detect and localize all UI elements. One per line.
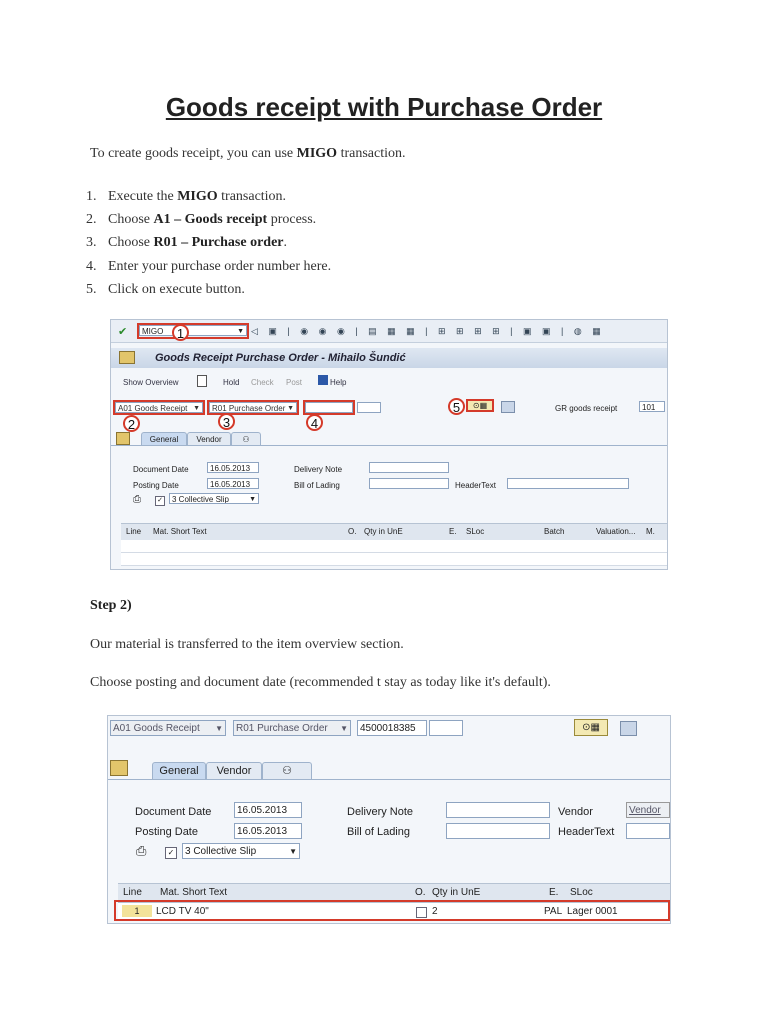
screen-title: Goods Receipt Purchase Order - Mihailo Šundić [155, 352, 406, 364]
tab-vendor[interactable]: Vendor [206, 762, 262, 780]
column-mat-short-text: Mat. Short Text [160, 887, 228, 898]
check-icon[interactable]: ✔ [118, 326, 128, 338]
command-field[interactable]: MIGO ▼ [139, 325, 247, 336]
print-version-select[interactable]: 3 Collective Slip ▼ [169, 493, 259, 504]
step-item-4: 4. Enter your purchase order number here. [86, 259, 332, 274]
screenshot-migo-initial [110, 319, 668, 570]
vendor-link[interactable]: Vendor [626, 802, 670, 818]
execute-button[interactable]: ⊙▦ [466, 399, 494, 412]
column-e: E. [549, 887, 559, 898]
screenshot-migo-items [107, 715, 671, 924]
posting-date-label: Posting Date [133, 481, 179, 490]
step2-paragraph-1: Our material is transferred to the item overview section. [90, 637, 404, 652]
document-date-input[interactable]: 16.05.2013 [207, 462, 259, 473]
column-o: O. [348, 527, 357, 536]
column-mat-short-text: Mat. Short Text [153, 527, 207, 536]
row-unit: PAL [544, 906, 563, 917]
print-checkbox[interactable]: ✓ [155, 496, 165, 506]
highlight-reference [207, 400, 299, 415]
highlight-item-row [114, 900, 670, 921]
marker-4: 4 [306, 414, 323, 431]
step2-paragraph-2: Choose posting and document date (recommended t stay as today like it's default). [90, 675, 551, 690]
column-o: O. [415, 887, 426, 898]
marker-1: 1 [172, 324, 189, 341]
folder-icon [119, 351, 135, 364]
column-qty: Qty in UnE [364, 527, 403, 536]
highlight-action [113, 400, 205, 415]
step-item-2: 2. Choose A1 – Goods receipt process. [86, 212, 317, 227]
delivery-note-label: Delivery Note [294, 465, 343, 474]
binoculars-icon: ⚇ [242, 435, 250, 444]
action-select[interactable]: A01 Goods Receipt ▼ [110, 720, 226, 736]
bill-of-lading-label: Bill of Lading [294, 481, 340, 490]
row-material-text: LCD TV 40" [156, 906, 209, 917]
vendor-label: Vendor [558, 806, 593, 818]
table-row[interactable] [121, 553, 667, 566]
post-button[interactable]: Post [286, 378, 303, 387]
column-batch: Batch [544, 527, 565, 536]
delivery-note-input[interactable] [369, 462, 449, 473]
gr-label: GR goods receipt [555, 404, 618, 413]
column-sloc: SLoc [466, 527, 485, 536]
header-text-label: HeaderText [558, 826, 615, 838]
marker-5: 5 [448, 398, 465, 415]
step-item-5: 5. Click on execute button. [86, 282, 245, 297]
check-button[interactable]: Check [251, 378, 274, 387]
posting-date-input[interactable]: 16.05.2013 [207, 478, 259, 489]
print-checkbox[interactable]: ✓ [165, 847, 177, 859]
posting-date-label: Posting Date [135, 826, 198, 838]
row-sloc: Lager 0001 [567, 906, 618, 917]
column-line: Line [126, 527, 142, 536]
tab-general[interactable]: General [141, 432, 187, 446]
intro-paragraph: To create goods receipt, you can use MIGO transaction. [90, 146, 406, 161]
toolbar-icons[interactable]: ◁ ▣ | ◉ ◉ ◉ | ▤ ▦ ▦ | ⊞ ⊞ ⊞ ⊞ | ▣ ▣ | ◍ ▦ [251, 326, 605, 336]
print-version-select[interactable]: 3 Collective Slip ▼ [182, 843, 300, 859]
header-folder-icon[interactable] [116, 432, 130, 445]
column-line: Line [123, 887, 142, 898]
hold-button[interactable]: Hold [223, 378, 240, 387]
step-item-3: 3. Choose R01 – Purchase order. [86, 235, 287, 250]
reference-select[interactable]: R01 Purchase Order ▼ [209, 402, 297, 413]
action-select[interactable]: A01 Goods Receipt ▼ [115, 402, 203, 413]
bill-of-lading-label: Bill of Lading [347, 826, 410, 838]
marker-3: 3 [218, 413, 235, 430]
tab-divider [111, 445, 667, 446]
new-document-icon[interactable] [197, 375, 207, 387]
execute-button[interactable]: ⊙▦ [574, 719, 608, 736]
tab-partner[interactable] [262, 762, 312, 780]
table-row[interactable] [121, 540, 667, 553]
grid-icon[interactable] [501, 401, 515, 413]
po-item-input[interactable] [429, 720, 463, 736]
highlight-po-number [303, 400, 355, 415]
po-number-input[interactable]: 4500018385 [357, 720, 427, 736]
header-text-input[interactable] [507, 478, 629, 489]
column-sloc: SLoc [570, 887, 593, 898]
row-line-number: 1 [122, 905, 152, 917]
help-icon[interactable] [318, 375, 328, 385]
column-valuation: Valuation... [596, 527, 636, 536]
tab-general[interactable]: General [152, 762, 206, 780]
step-item-1: 1. Execute the MIGO transaction. [86, 189, 287, 204]
column-e: E. [449, 527, 457, 536]
movement-type-input[interactable]: 101 [639, 401, 665, 412]
document-date-label: Document Date [133, 465, 189, 474]
grid-icon[interactable] [620, 721, 637, 736]
printer-icon[interactable]: ⎙ [133, 494, 141, 505]
delivery-note-label: Delivery Note [347, 806, 414, 818]
delivery-note-input[interactable] [446, 802, 550, 818]
show-overview-button[interactable]: Show Overview [123, 378, 179, 387]
binoculars-icon: ⚇ [282, 765, 292, 777]
marker-2: 2 [123, 415, 140, 432]
bill-of-lading-input[interactable] [369, 478, 449, 489]
column-qty: Qty in UnE [432, 887, 481, 898]
row-quantity: 2 [432, 906, 438, 917]
header-text-input[interactable] [626, 823, 670, 839]
printer-icon[interactable]: ⎙ [136, 843, 147, 858]
header-folder-icon[interactable] [110, 760, 128, 776]
highlight-command-field [137, 323, 249, 339]
document-date-input[interactable]: 16.05.2013 [234, 802, 302, 818]
page-title: Goods receipt with Purchase Order [165, 92, 603, 122]
posting-date-input[interactable]: 16.05.2013 [234, 823, 302, 839]
header-text-label: HeaderText [455, 481, 496, 490]
tab-vendor[interactable]: Vendor [187, 432, 231, 446]
help-button[interactable]: Help [330, 378, 347, 387]
tab-partner[interactable] [231, 432, 261, 446]
document-date-label: Document Date [135, 806, 212, 818]
step2-heading: Step 2) [90, 598, 132, 613]
reference-select[interactable]: R01 Purchase Order ▼ [233, 720, 351, 736]
po-item-input[interactable] [357, 402, 381, 413]
tab-divider [108, 779, 670, 780]
column-m: M. [646, 527, 655, 536]
bill-of-lading-input[interactable] [446, 823, 550, 839]
